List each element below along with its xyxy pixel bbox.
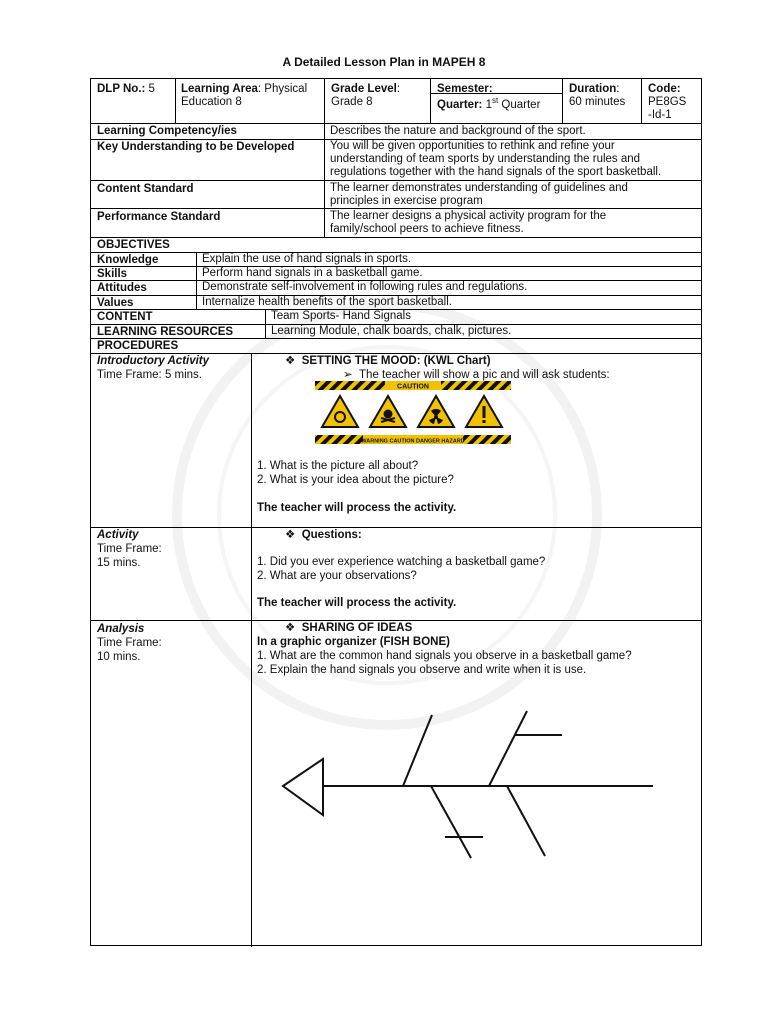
analysis-question-1: 1. What are the common hand signals you observe in a basketball game? — [257, 650, 632, 662]
page-title: A Detailed Lesson Plan in MAPEH 8 — [282, 55, 486, 69]
knowledge-label: Knowledge — [97, 254, 159, 266]
code: Code: PE8GS -Id-1 — [648, 83, 687, 121]
caution-signs-image — [315, 381, 511, 451]
fishbone-bone — [507, 786, 545, 856]
analysis-subheading: In a graphic organizer (FISH BONE) — [257, 636, 450, 648]
activity-heading: ❖ Questions: — [285, 529, 362, 541]
skull-sign-icon — [370, 396, 406, 427]
dlp-number: DLP No.: 5 — [97, 83, 155, 95]
activity-process-note: The teacher will process the activity. — [257, 597, 457, 609]
quarter: Quarter: 1st Quarter — [437, 96, 541, 111]
fishbone-head — [283, 759, 323, 815]
objectives-heading: OBJECTIVES — [97, 239, 170, 251]
learning-resources-value: Learning Module, chalk boards, chalk, pictures. — [271, 325, 512, 337]
intro-question-2: 2. What is your idea about the picture? — [257, 474, 454, 486]
content-standard-label: Content Standard — [97, 183, 194, 195]
biohazard-sign-icon — [322, 396, 358, 427]
intro-time-frame: Time Frame: 5 mins. — [97, 369, 203, 381]
attitudes-value: Demonstrate self-involvement in following rules and regulations. — [202, 281, 528, 293]
diamond-bullet-icon: ❖ — [285, 622, 296, 634]
activity-time-frame: Time Frame: — [97, 543, 162, 555]
intro-activity-label: Introductory Activity — [97, 355, 210, 367]
activity-question-2: 2. What are your observations? — [257, 570, 417, 582]
content-standard-value: The learner demonstrates understanding of guidelines and principles in exercise program — [330, 182, 628, 207]
performance-standard-label: Performance Standard — [97, 211, 221, 223]
analysis-time-value: 10 mins. — [97, 651, 141, 663]
analysis-label: Analysis — [97, 623, 145, 635]
competency-value: Describes the nature and background of the sport. — [330, 125, 586, 137]
semester-label: Semester: — [437, 83, 493, 95]
content-value: Team Sports- Hand Signals — [271, 310, 411, 322]
skills-value: Perform hand signals in a basketball game. — [202, 267, 423, 279]
intro-heading: ❖ SETTING THE MOOD: (KWL Chart) — [285, 355, 491, 367]
grade-level: Grade Level: Grade 8 — [331, 83, 401, 108]
fishbone-diagram — [277, 707, 657, 867]
analysis-heading: ❖ SHARING OF IDEAS — [285, 622, 413, 634]
activity-question-1: 1. Did you ever experience watching a basketball game? — [257, 556, 546, 568]
analysis-time-frame: Time Frame: — [97, 637, 162, 649]
intro-process-note: The teacher will process the activity. — [257, 502, 457, 514]
analysis-question-2: 2. Explain the hand signals you observe and write when it is use. — [257, 664, 587, 676]
warning-banner-text: WARNING CAUTION DANGER HAZARD — [361, 438, 465, 445]
attitudes-label: Attitudes — [97, 282, 147, 294]
values-label: Values — [97, 297, 134, 309]
diamond-bullet-icon: ❖ — [285, 355, 296, 367]
learning-area: Learning Area: Physical Education 8 — [181, 83, 308, 108]
arrow-bullet-icon: ➢ — [343, 369, 353, 381]
activity-label: Activity — [97, 529, 139, 541]
fishbone-bone — [489, 711, 527, 786]
lesson-plan-table — [90, 78, 702, 946]
fishbone-bone — [403, 715, 432, 786]
fishbone-bone — [431, 786, 471, 858]
activity-time-value: 15 mins. — [97, 557, 141, 569]
key-understanding-value: You will be given opportunities to rethink and refine your understanding of team sports by understanding the rules and regulations together with the hand signals of the sport basketball. — [330, 140, 662, 178]
diamond-bullet-icon: ❖ — [285, 529, 296, 541]
values-value: Internalize health benefits of the sport basketball. — [202, 296, 452, 308]
exclamation-sign-icon — [466, 396, 502, 427]
intro-question-1: 1. What is the picture all about? — [257, 460, 419, 472]
caution-banner-text: CAUTION — [397, 383, 429, 391]
procedures-heading: PROCEDURES — [97, 340, 179, 352]
intro-instruction: ➢ The teacher will show a pic and will ask students: — [343, 369, 610, 381]
competency-label: Learning Competency/ies — [97, 125, 237, 137]
performance-standard-value: The learner designs a physical activity program for the family/school peers to achieve fitness. — [330, 210, 607, 235]
learning-resources-label: LEARNING RESOURCES — [97, 326, 234, 338]
content-label: CONTENT — [97, 311, 153, 323]
skills-label: Skills — [97, 268, 128, 280]
radiation-sign-icon — [418, 396, 454, 427]
knowledge-value: Explain the use of hand signals in sports. — [202, 253, 412, 265]
duration: Duration: 60 minutes — [569, 83, 626, 108]
key-understanding-label: Key Understanding to be Developed — [97, 141, 295, 153]
